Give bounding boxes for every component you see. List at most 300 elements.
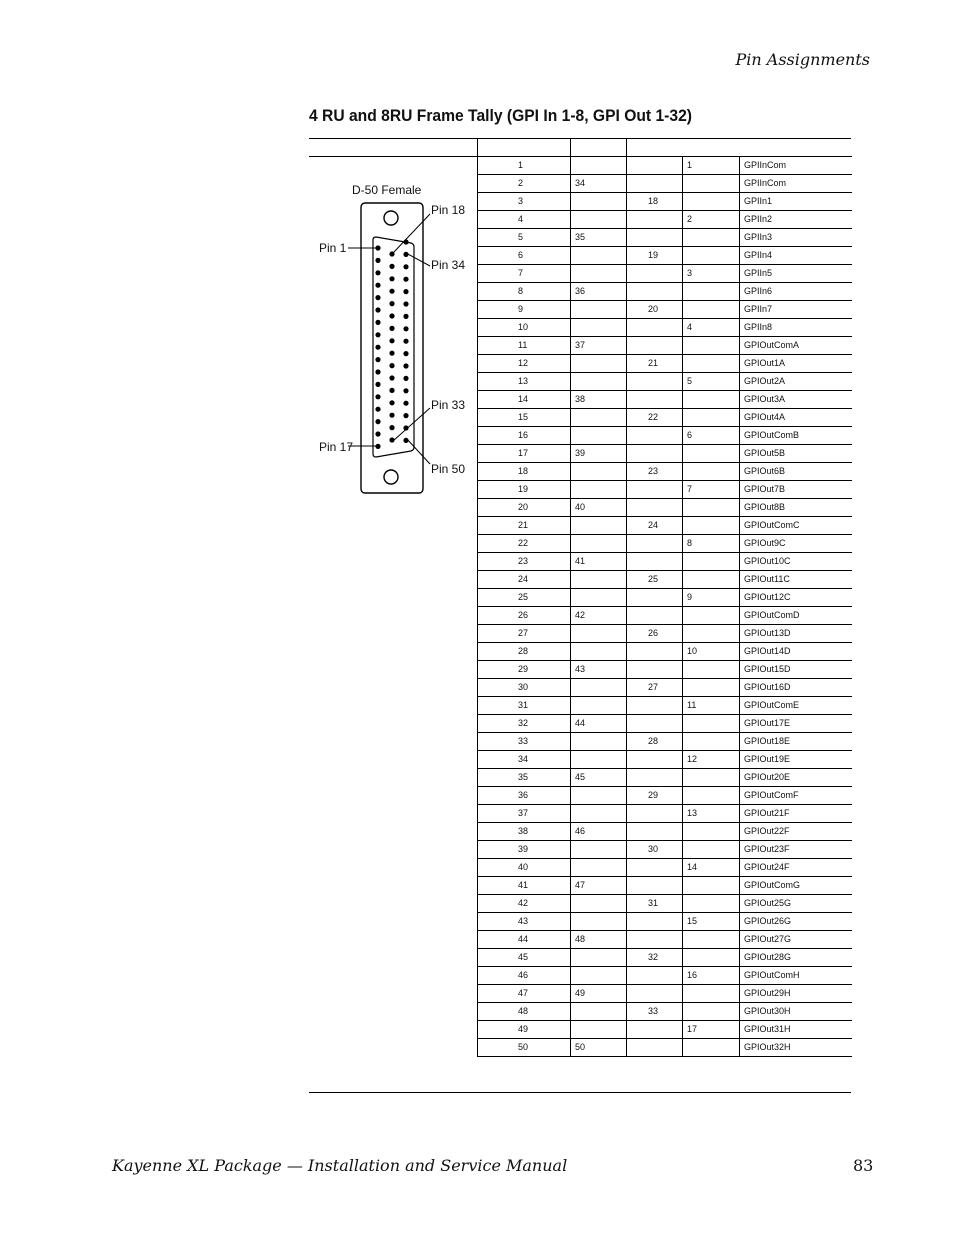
table-cell-col-b bbox=[571, 643, 627, 661]
pin-50-label: Pin 50 bbox=[431, 462, 466, 476]
table-cell-col-d bbox=[683, 715, 740, 733]
table-cell-col-c: 18 bbox=[627, 193, 683, 211]
running-head: Pin Assignments bbox=[735, 50, 870, 69]
table-cell-col-c: 31 bbox=[627, 895, 683, 913]
table-cell-col-b bbox=[571, 1003, 627, 1021]
table-cell-signal-name: GPIOut6B bbox=[740, 463, 852, 481]
table-cell-col-d bbox=[683, 787, 740, 805]
connector-pin-dot bbox=[389, 264, 394, 269]
table-cell-col-b bbox=[571, 211, 627, 229]
table-cell-col-d bbox=[683, 337, 740, 355]
table-cell-col-b bbox=[571, 697, 627, 715]
table-cell-connector-pin: 49 bbox=[478, 1021, 571, 1039]
table-cell-col-b bbox=[571, 247, 627, 265]
table-cell-col-b bbox=[571, 409, 627, 427]
table-header-rule bbox=[309, 156, 477, 157]
table-cell-col-b bbox=[571, 535, 627, 553]
table-top-rule bbox=[309, 138, 851, 139]
connector-pin-dot bbox=[403, 363, 408, 368]
connector-pin-dot bbox=[403, 339, 408, 344]
table-cell-col-c bbox=[627, 373, 683, 391]
table-cell-col-d bbox=[683, 517, 740, 535]
table-cell-col-c bbox=[627, 661, 683, 679]
table-cell-col-b: 50 bbox=[571, 1039, 627, 1057]
connector-pin-dot bbox=[375, 320, 380, 325]
mounting-hole-bottom bbox=[384, 470, 398, 484]
table-cell-col-b: 41 bbox=[571, 553, 627, 571]
table-cell-col-b: 38 bbox=[571, 391, 627, 409]
table-cell-connector-pin: 35 bbox=[478, 769, 571, 787]
table-cell-col-b: 37 bbox=[571, 337, 627, 355]
table-cell-connector-pin: 11 bbox=[478, 337, 571, 355]
table-cell-signal-name: GPIOut4A bbox=[740, 409, 852, 427]
connector-pin-dot bbox=[375, 431, 380, 436]
table-cell-col-c bbox=[627, 157, 683, 175]
table-cell-col-b bbox=[571, 841, 627, 859]
table-cell-connector-pin: 23 bbox=[478, 553, 571, 571]
pin-34-label: Pin 34 bbox=[431, 258, 466, 272]
table-cell-signal-name: GPIOut15D bbox=[740, 661, 852, 679]
table-cell-connector-pin: 42 bbox=[478, 895, 571, 913]
connector-pin-dot bbox=[375, 407, 380, 412]
connector-pin-dot bbox=[375, 270, 380, 275]
connector-pin-dot bbox=[389, 289, 394, 294]
table-row bbox=[478, 949, 852, 967]
table-cell-connector-pin: 25 bbox=[478, 589, 571, 607]
table-row bbox=[478, 859, 852, 877]
table-cell-col-b bbox=[571, 625, 627, 643]
table-row bbox=[478, 535, 852, 553]
table-cell-col-c bbox=[627, 589, 683, 607]
table-cell-signal-name: GPIIn4 bbox=[740, 247, 852, 265]
table-cell-col-d bbox=[683, 661, 740, 679]
table-header-cell bbox=[626, 138, 627, 156]
table-cell-col-d bbox=[683, 841, 740, 859]
table-cell-col-b bbox=[571, 373, 627, 391]
table-cell-col-c bbox=[627, 1039, 683, 1057]
table-cell-connector-pin: 8 bbox=[478, 283, 571, 301]
table-row bbox=[478, 697, 852, 715]
table-cell-col-c bbox=[627, 391, 683, 409]
connector-pin-dot bbox=[403, 351, 408, 356]
table-row bbox=[478, 787, 852, 805]
table-row bbox=[478, 1021, 852, 1039]
table-row bbox=[478, 481, 852, 499]
connector-pin-dot bbox=[375, 295, 380, 300]
table-cell-connector-pin: 2 bbox=[478, 175, 571, 193]
table-cell-col-c bbox=[627, 967, 683, 985]
table-cell-col-d: 1 bbox=[683, 157, 740, 175]
pin-18-label: Pin 18 bbox=[431, 203, 466, 217]
table-cell-col-b bbox=[571, 355, 627, 373]
table-cell-col-d bbox=[683, 1039, 740, 1057]
table-header-cell bbox=[477, 138, 478, 156]
table-cell-col-c bbox=[627, 535, 683, 553]
table-cell-col-c: 30 bbox=[627, 841, 683, 859]
pin-33-label: Pin 33 bbox=[431, 398, 466, 412]
connector-pin-dot bbox=[403, 264, 408, 269]
table-cell-col-b bbox=[571, 949, 627, 967]
table-row bbox=[478, 931, 852, 949]
table-cell-col-c bbox=[627, 499, 683, 517]
table-cell-signal-name: GPIIn1 bbox=[740, 193, 852, 211]
table-cell-col-c bbox=[627, 643, 683, 661]
table-cell-signal-name: GPIIn3 bbox=[740, 229, 852, 247]
table-cell-col-b bbox=[571, 805, 627, 823]
connector-pin-dot bbox=[403, 289, 408, 294]
table-cell-col-c bbox=[627, 211, 683, 229]
table-cell-signal-name: GPIIn5 bbox=[740, 265, 852, 283]
table-cell-col-b bbox=[571, 679, 627, 697]
connector-pin-dot bbox=[389, 413, 394, 418]
table-cell-signal-name: GPIOut30H bbox=[740, 1003, 852, 1021]
table-cell-connector-pin: 45 bbox=[478, 949, 571, 967]
table-cell-signal-name: GPIIn2 bbox=[740, 211, 852, 229]
pin-17-label: Pin 17 bbox=[319, 440, 354, 454]
table-row bbox=[478, 769, 852, 787]
table-cell-col-b: 48 bbox=[571, 931, 627, 949]
table-cell-connector-pin: 26 bbox=[478, 607, 571, 625]
table-cell-connector-pin: 15 bbox=[478, 409, 571, 427]
table-cell-signal-name: GPIOut7B bbox=[740, 481, 852, 499]
table-cell-col-d: 12 bbox=[683, 751, 740, 769]
table-cell-col-d bbox=[683, 679, 740, 697]
table-cell-signal-name: GPIOut16D bbox=[740, 679, 852, 697]
table-header-cell bbox=[570, 138, 571, 156]
table-cell-connector-pin: 5 bbox=[478, 229, 571, 247]
connector-pin-dot bbox=[403, 401, 408, 406]
table-cell-col-d: 16 bbox=[683, 967, 740, 985]
table-cell-col-d bbox=[683, 445, 740, 463]
connector-pin-dot bbox=[403, 301, 408, 306]
table-cell-signal-name: GPIOut8B bbox=[740, 499, 852, 517]
table-cell-col-d bbox=[683, 895, 740, 913]
table-cell-signal-name: GPIOutComD bbox=[740, 607, 852, 625]
table-cell-signal-name: GPIOutComC bbox=[740, 517, 852, 535]
connector-pin-dot bbox=[375, 419, 380, 424]
pin-1-label: Pin 1 bbox=[319, 241, 347, 255]
table-cell-connector-pin: 38 bbox=[478, 823, 571, 841]
table-cell-connector-pin: 14 bbox=[478, 391, 571, 409]
table-row bbox=[478, 157, 852, 175]
table-cell-signal-name: GPIInCom bbox=[740, 157, 852, 175]
table-cell-col-b: 44 bbox=[571, 715, 627, 733]
table-cell-col-c: 20 bbox=[627, 301, 683, 319]
table-cell-col-b bbox=[571, 859, 627, 877]
table-row bbox=[478, 553, 852, 571]
table-cell-connector-pin: 31 bbox=[478, 697, 571, 715]
table-cell-col-d: 15 bbox=[683, 913, 740, 931]
table-cell-col-b: 49 bbox=[571, 985, 627, 1003]
table-cell-col-d bbox=[683, 571, 740, 589]
table-cell-connector-pin: 29 bbox=[478, 661, 571, 679]
table-cell-col-b bbox=[571, 481, 627, 499]
table-cell-col-b: 42 bbox=[571, 607, 627, 625]
table-cell-col-b: 35 bbox=[571, 229, 627, 247]
pin-assignment-table bbox=[477, 156, 852, 1057]
table-cell-col-c bbox=[627, 175, 683, 193]
table-cell-col-d bbox=[683, 769, 740, 787]
table-cell-col-d bbox=[683, 463, 740, 481]
table-cell-connector-pin: 18 bbox=[478, 463, 571, 481]
table-cell-col-c bbox=[627, 553, 683, 571]
table-cell-col-b bbox=[571, 319, 627, 337]
table-cell-col-d bbox=[683, 409, 740, 427]
table-cell-signal-name: GPIOut24F bbox=[740, 859, 852, 877]
table-cell-signal-name: GPIInCom bbox=[740, 175, 852, 193]
table-row bbox=[478, 607, 852, 625]
table-cell-col-d bbox=[683, 229, 740, 247]
table-cell-col-c: 24 bbox=[627, 517, 683, 535]
table-row bbox=[478, 391, 852, 409]
table-cell-signal-name: GPIOutComG bbox=[740, 877, 852, 895]
table-cell-col-b: 39 bbox=[571, 445, 627, 463]
table-cell-col-b: 36 bbox=[571, 283, 627, 301]
table-row bbox=[478, 751, 852, 769]
table-cell-col-c bbox=[627, 1021, 683, 1039]
table-cell-col-d bbox=[683, 499, 740, 517]
table-cell-connector-pin: 16 bbox=[478, 427, 571, 445]
table-cell-col-d: 8 bbox=[683, 535, 740, 553]
table-cell-col-c: 33 bbox=[627, 1003, 683, 1021]
table-row bbox=[478, 373, 852, 391]
table-row bbox=[478, 967, 852, 985]
table-cell-col-c: 29 bbox=[627, 787, 683, 805]
table-cell-col-c bbox=[627, 427, 683, 445]
table-cell-signal-name: GPIOut23F bbox=[740, 841, 852, 859]
table-cell-connector-pin: 12 bbox=[478, 355, 571, 373]
table-row bbox=[478, 319, 852, 337]
table-cell-connector-pin: 28 bbox=[478, 643, 571, 661]
table-cell-signal-name: GPIOut32H bbox=[740, 1039, 852, 1057]
callout-lines bbox=[348, 214, 430, 464]
table-row bbox=[478, 733, 852, 751]
table-cell-col-b bbox=[571, 301, 627, 319]
table-cell-col-d: 5 bbox=[683, 373, 740, 391]
connector-pin-dot bbox=[403, 376, 408, 381]
table-cell-signal-name: GPIIn7 bbox=[740, 301, 852, 319]
table-cell-col-d bbox=[683, 625, 740, 643]
table-cell-col-d: 6 bbox=[683, 427, 740, 445]
table-cell-signal-name: GPIOut1A bbox=[740, 355, 852, 373]
table-row bbox=[478, 985, 852, 1003]
connector-pin-dot bbox=[389, 313, 394, 318]
table-row bbox=[478, 571, 852, 589]
connector-pin-dot bbox=[403, 277, 408, 282]
table-cell-col-b bbox=[571, 517, 627, 535]
table-row bbox=[478, 265, 852, 283]
table-cell-col-c bbox=[627, 229, 683, 247]
table-cell-connector-pin: 17 bbox=[478, 445, 571, 463]
table-cell-col-c bbox=[627, 697, 683, 715]
table-cell-col-b: 47 bbox=[571, 877, 627, 895]
table-row bbox=[478, 589, 852, 607]
table-cell-col-c: 23 bbox=[627, 463, 683, 481]
table-cell-connector-pin: 48 bbox=[478, 1003, 571, 1021]
table-cell-col-c: 28 bbox=[627, 733, 683, 751]
table-cell-col-d bbox=[683, 877, 740, 895]
table-cell-col-b: 40 bbox=[571, 499, 627, 517]
table-cell-col-c bbox=[627, 769, 683, 787]
table-row bbox=[478, 445, 852, 463]
table-cell-signal-name: GPIOut12C bbox=[740, 589, 852, 607]
connector-label: D-50 Female bbox=[352, 183, 422, 197]
table-cell-col-d: 4 bbox=[683, 319, 740, 337]
table-cell-signal-name: GPIOut18E bbox=[740, 733, 852, 751]
table-cell-col-b bbox=[571, 265, 627, 283]
connector-pin-dot bbox=[389, 375, 394, 380]
table-row bbox=[478, 247, 852, 265]
table-cell-col-d bbox=[683, 175, 740, 193]
table-cell-col-d: 14 bbox=[683, 859, 740, 877]
table-cell-connector-pin: 43 bbox=[478, 913, 571, 931]
table-row bbox=[478, 679, 852, 697]
table-cell-col-c: 22 bbox=[627, 409, 683, 427]
connector-pin-dot bbox=[389, 363, 394, 368]
table-cell-col-b bbox=[571, 463, 627, 481]
table-cell-col-c bbox=[627, 445, 683, 463]
table-cell-col-c bbox=[627, 913, 683, 931]
table-cell-col-d bbox=[683, 301, 740, 319]
table-cell-col-d bbox=[683, 1003, 740, 1021]
table-row bbox=[478, 661, 852, 679]
table-row bbox=[478, 427, 852, 445]
table-cell-signal-name: GPIOut20E bbox=[740, 769, 852, 787]
table-cell-col-b bbox=[571, 733, 627, 751]
table-cell-col-b bbox=[571, 913, 627, 931]
table-cell-signal-name: GPIOut19E bbox=[740, 751, 852, 769]
table-row bbox=[478, 1003, 852, 1021]
table-row bbox=[478, 625, 852, 643]
table-row bbox=[478, 337, 852, 355]
mounting-hole-top bbox=[384, 211, 398, 225]
connector-pin-dot bbox=[403, 239, 408, 244]
table-cell-col-c bbox=[627, 319, 683, 337]
connector-pin-dot bbox=[375, 394, 380, 399]
table-cell-connector-pin: 9 bbox=[478, 301, 571, 319]
table-cell-col-c: 19 bbox=[627, 247, 683, 265]
table-row bbox=[478, 715, 852, 733]
connector-pin-dot bbox=[375, 283, 380, 288]
table-cell-col-c bbox=[627, 283, 683, 301]
table-cell-col-b: 43 bbox=[571, 661, 627, 679]
table-cell-connector-pin: 22 bbox=[478, 535, 571, 553]
table-cell-connector-pin: 32 bbox=[478, 715, 571, 733]
table-cell-col-d bbox=[683, 283, 740, 301]
table-cell-connector-pin: 44 bbox=[478, 931, 571, 949]
table-cell-signal-name: GPIOut27G bbox=[740, 931, 852, 949]
table-cell-signal-name: GPIOut17E bbox=[740, 715, 852, 733]
connector-pin-dot bbox=[389, 338, 394, 343]
table-cell-col-b: 45 bbox=[571, 769, 627, 787]
table-cell-col-c bbox=[627, 931, 683, 949]
table-cell-col-b bbox=[571, 193, 627, 211]
table-cell-signal-name: GPIOutComH bbox=[740, 967, 852, 985]
table-cell-col-c bbox=[627, 607, 683, 625]
table-cell-col-b bbox=[571, 787, 627, 805]
table-cell-signal-name: GPIOutComE bbox=[740, 697, 852, 715]
table-cell-col-d: 13 bbox=[683, 805, 740, 823]
table-row bbox=[478, 517, 852, 535]
table-cell-col-b bbox=[571, 157, 627, 175]
table-cell-col-c: 25 bbox=[627, 571, 683, 589]
table-cell-signal-name: GPIOutComA bbox=[740, 337, 852, 355]
table-cell-signal-name: GPIOut14D bbox=[740, 643, 852, 661]
table-cell-col-c bbox=[627, 877, 683, 895]
connector-pins bbox=[375, 239, 408, 449]
table-row bbox=[478, 193, 852, 211]
table-cell-signal-name: GPIIn8 bbox=[740, 319, 852, 337]
d50-connector-diagram bbox=[310, 180, 480, 500]
table-cell-col-c: 26 bbox=[627, 625, 683, 643]
table-cell-connector-pin: 47 bbox=[478, 985, 571, 1003]
connector-pin-dot bbox=[375, 357, 380, 362]
table-cell-col-b: 46 bbox=[571, 823, 627, 841]
table-cell-col-d: 9 bbox=[683, 589, 740, 607]
table-cell-signal-name: GPIOut2A bbox=[740, 373, 852, 391]
table-cell-col-c bbox=[627, 337, 683, 355]
table-cell-col-b bbox=[571, 571, 627, 589]
table-bottom-rule bbox=[309, 1092, 851, 1093]
table-cell-col-b bbox=[571, 967, 627, 985]
table-row bbox=[478, 175, 852, 193]
table-cell-col-d: 11 bbox=[683, 697, 740, 715]
table-cell-signal-name: GPIOut28G bbox=[740, 949, 852, 967]
connector-pin-dot bbox=[403, 413, 408, 418]
table-cell-signal-name: GPIOut25G bbox=[740, 895, 852, 913]
table-cell-connector-pin: 4 bbox=[478, 211, 571, 229]
table-cell-connector-pin: 50 bbox=[478, 1039, 571, 1057]
table-cell-col-c bbox=[627, 805, 683, 823]
table-row bbox=[478, 301, 852, 319]
connector-pin-dot bbox=[403, 388, 408, 393]
table-row bbox=[478, 499, 852, 517]
table-cell-connector-pin: 36 bbox=[478, 787, 571, 805]
table-cell-col-d bbox=[683, 823, 740, 841]
table-cell-signal-name: GPIOut5B bbox=[740, 445, 852, 463]
table-cell-col-d bbox=[683, 193, 740, 211]
connector-pin-dot bbox=[375, 307, 380, 312]
connector-pin-dot bbox=[389, 326, 394, 331]
table-cell-col-d bbox=[683, 949, 740, 967]
table-cell-connector-pin: 21 bbox=[478, 517, 571, 535]
table-cell-col-c bbox=[627, 823, 683, 841]
table-cell-signal-name: GPIOutComF bbox=[740, 787, 852, 805]
table-cell-connector-pin: 37 bbox=[478, 805, 571, 823]
table-cell-col-c bbox=[627, 265, 683, 283]
table-cell-connector-pin: 19 bbox=[478, 481, 571, 499]
table-row bbox=[478, 823, 852, 841]
connector-pin-dot bbox=[389, 425, 394, 430]
connector-pin-dot bbox=[389, 400, 394, 405]
table-cell-col-b bbox=[571, 589, 627, 607]
table-cell-col-d bbox=[683, 607, 740, 625]
table-row bbox=[478, 1039, 852, 1057]
table-cell-col-c bbox=[627, 715, 683, 733]
table-cell-signal-name: GPIOut10C bbox=[740, 553, 852, 571]
connector-pin-dot bbox=[375, 258, 380, 263]
table-cell-connector-pin: 40 bbox=[478, 859, 571, 877]
table-cell-col-d: 3 bbox=[683, 265, 740, 283]
table-row bbox=[478, 913, 852, 931]
connector-pin-dot bbox=[389, 388, 394, 393]
table-cell-connector-pin: 41 bbox=[478, 877, 571, 895]
table-cell-connector-pin: 33 bbox=[478, 733, 571, 751]
table-cell-col-d: 7 bbox=[683, 481, 740, 499]
table-cell-connector-pin: 20 bbox=[478, 499, 571, 517]
table-cell-signal-name: GPIOut31H bbox=[740, 1021, 852, 1039]
table-cell-connector-pin: 13 bbox=[478, 373, 571, 391]
